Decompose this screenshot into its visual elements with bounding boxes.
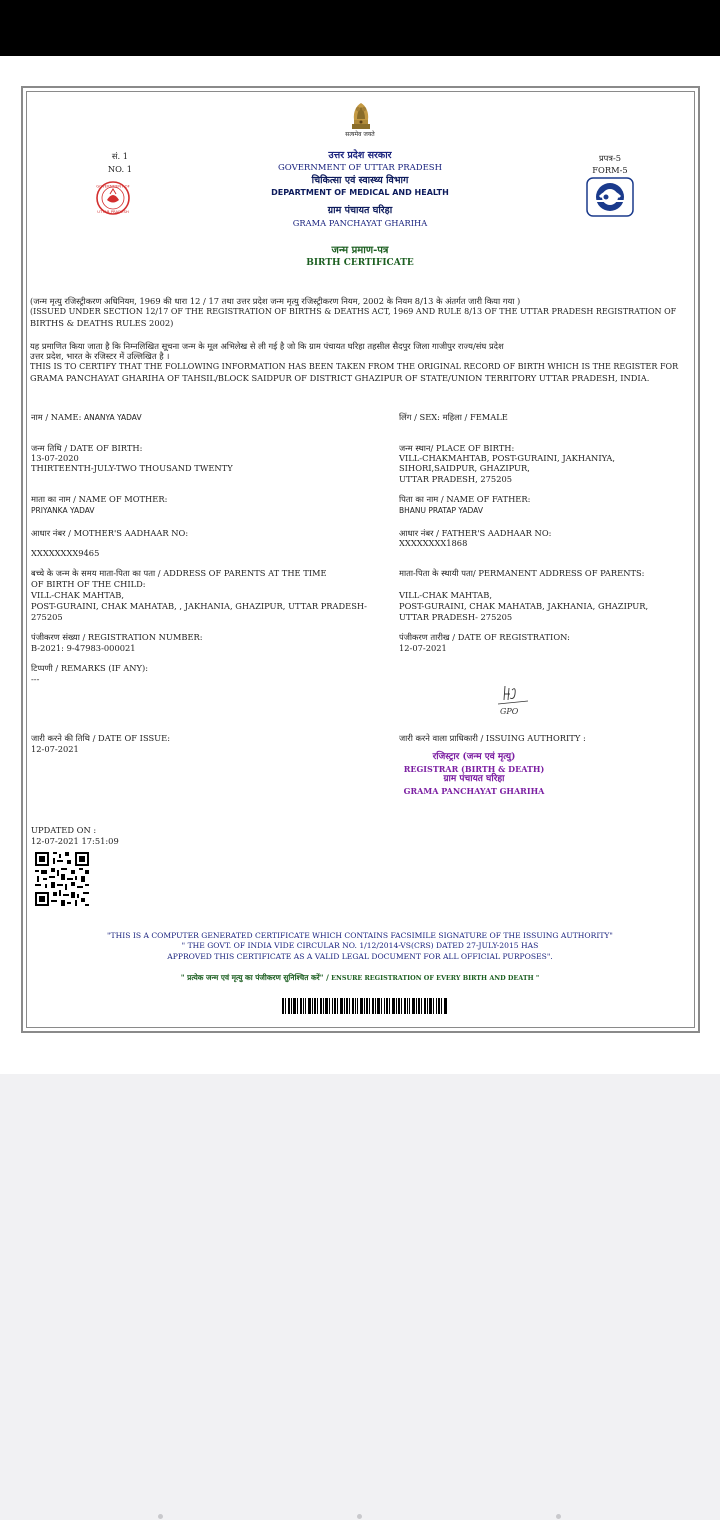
government-en: GOVERNMENT OF UTTAR PRADESH [277, 163, 443, 173]
nav-dot-1[interactable] [158, 1514, 163, 1519]
permanent-address-3: UTTAR PRADESH- 275205 [399, 612, 513, 622]
registration-date-label: पंजीकरण तारीख / DATE OF REGISTRATION: [399, 632, 570, 642]
signature-text: GPO [500, 707, 519, 716]
registrar-hi: रजिस्ट्रार (जन्म एवं मृत्यु) [432, 752, 516, 762]
issue-date-label: जारी करने की तिथि / DATE OF ISSUE: [31, 733, 171, 743]
place-of-birth-label: जन्म स्थान/ PLACE OF BIRTH: [399, 443, 515, 453]
address-at-birth-2: POST-GURAINI, CHAK MAHATAB, , JAKHANIA, GHAZIPUR, UTTAR PRADESH- [31, 601, 367, 611]
place-of-birth-3: UTTAR PRADESH, 275205 [399, 474, 513, 484]
child-name: ANANYA YADAV [84, 413, 142, 422]
emblem-caption: सत्यमेव जयते [345, 131, 375, 138]
title-hi: जन्म प्रमाण-पत्र [331, 245, 389, 256]
panchayat-en: GRAMA PANCHAYAT GHARIHA [292, 218, 428, 228]
certificate-no-hi: सं. 1 [111, 151, 129, 161]
sex-row [399, 412, 508, 422]
slogan-hi: " प्रत्येक जन्म एवं मृत्यु का पंजीकरण सुनिश्चित करें" / [180, 973, 329, 982]
form-no-hi: प्रपत्र-5 [598, 153, 622, 163]
updated-on-label: UPDATED ON : [31, 825, 97, 835]
father-aadhaar: XXXXXXXX1868 [399, 538, 468, 548]
name-label: नाम / NAME: [31, 412, 82, 422]
mother-name: PRIYANKA YADAV [31, 506, 95, 515]
certificate-no: NO. 1 [107, 164, 133, 174]
mother-aadhaar: XXXXXXXX9465 [31, 548, 100, 558]
father-name-label: पिता का नाम / NAME OF FATHER: [399, 494, 531, 504]
remarks-value: --- [31, 674, 40, 684]
seal-text-bottom: UTTAR PRADESH [97, 209, 129, 214]
registration-number-label: पंजीकरण संख्या / REGISTRATION NUMBER: [31, 632, 203, 642]
barcode-icon [282, 998, 447, 1014]
address-at-birth-label-1: बच्चे के जन्म के समय माता-पिता का पता / ADDRESS OF PARENTS AT THE TIME [31, 568, 327, 578]
certificate-border [21, 86, 700, 1033]
place-of-birth-2: SIHORI,SAIDPUR, GHAZIPUR, [399, 463, 530, 473]
address-at-birth-label-2: OF BIRTH OF THE CHILD: [31, 579, 146, 589]
sex-label: लिंग / SEX: [399, 412, 440, 422]
issued-under-en-2: BIRTHS & DEATHS RULES 2002) [30, 318, 174, 328]
footer-slogan [60, 973, 660, 983]
crs-logo-icon [586, 177, 634, 217]
uttar-pradesh-seal-icon [88, 180, 138, 216]
national-emblem-icon [348, 100, 374, 130]
father-aadhaar-label: आधार नंबर / FATHER'S AADHAAR NO: [399, 528, 552, 538]
issue-date: 12-07-2021 [31, 744, 79, 754]
dob-value: 13-07-2020 [31, 453, 79, 463]
issued-under-en-1: (ISSUED UNDER SECTION 12/17 OF THE REGISTRATION OF BIRTHS & DEATHS ACT, 1969 AND RULE 8/13 OF THE UTTAR PRADESH REGISTRATION OF [30, 307, 677, 316]
nav-dot-3[interactable] [556, 1514, 561, 1519]
remarks-label: टिप्पणी / REMARKS (IF ANY): [31, 663, 149, 673]
certify-hi-2: उत्तर प्रदेश, भारत के रजिस्टर में उल्लिखित है । [30, 351, 170, 361]
footer-note-2: " THE GOVT. OF INDIA VIDE CIRCULAR NO. 1/12/2014-VS(CRS) DATED 27-JULY-2015 HAS [181, 941, 539, 950]
address-at-birth-3: 275205 [31, 612, 63, 622]
department-en: DEPARTMENT OF MEDICAL AND HEALTH [271, 188, 449, 197]
dob-words: THIRTEENTH-JULY-TWO THOUSAND TWENTY [31, 463, 233, 473]
seal-text-top: GOVERNMENT OF [96, 183, 130, 189]
permanent-address-label: माता-पिता के स्थायी पता/ PERMANENT ADDRESS OF PARENTS: [399, 568, 645, 578]
certify-hi-1: यह प्रमाणित किया जाता है कि निम्नलिखित सूचना जन्म के मूल अभिलेख से ली गई है जो कि ग्राम पंचायत घरिहा तहसील सैदपुर जिला गाजीपुर राज्य/संघ प्रदेश [30, 341, 504, 351]
registration-number: B-2021: 9-47983-000021 [31, 643, 136, 653]
form-no: FORM-5 [592, 165, 628, 175]
permanent-address-1: VILL-CHAK MAHTAB, [399, 590, 493, 600]
permanent-address-2: POST-GURAINI, CHAK MAHATAB, JAKHANIA, GHAZIPUR, [399, 601, 649, 611]
nav-dot-2[interactable] [357, 1514, 362, 1519]
department-hi: चिकित्सा एवं स्वास्थ्य विभाग [311, 175, 409, 186]
mother-aadhaar-label: आधार नंबर / MOTHER'S AADHAAR NO: [31, 528, 189, 538]
certify-en-1: THIS IS TO CERTIFY THAT THE FOLLOWING INFORMATION HAS BEEN TAKEN FROM THE ORIGINAL RECORD OF BIRTH WHICH IS THE REGISTER FOR [30, 362, 679, 371]
footer-note-3: APPROVED THIS CERTIFICATE AS A VALID LEGAL DOCUMENT FOR ALL OFFICIAL PURPOSES". [167, 952, 553, 961]
address-at-birth-1: VILL-CHAK MAHTAB, [31, 590, 125, 600]
footer-note-1: "THIS IS A COMPUTER GENERATED CERTIFICATE WHICH CONTAINS FACSIMILE SIGNATURE OF THE ISSUING AUTHORITY" [107, 931, 613, 940]
dob-label: जन्म तिथि / DATE OF BIRTH: [31, 443, 143, 453]
slogan-en: ENSURE REGISTRATION OF EVERY BIRTH AND DEATH " [331, 974, 540, 982]
registration-date: 12-07-2021 [399, 643, 447, 653]
issuing-authority-label: जारी करने वाला प्राधिकारी / ISSUING AUTHORITY : [399, 733, 586, 743]
registrar-en: REGISTRAR (BIRTH & DEATH) [403, 764, 545, 774]
registrar-panchayat-en: GRAMA PANCHAYAT GHARIHA [403, 786, 545, 796]
panchayat-hi: ग्राम पंचायत घरिहा [327, 205, 393, 216]
father-name: BHANU PRATAP YADAV [399, 506, 483, 515]
registrar-panchayat-hi: ग्राम पंचायत घरिहा [443, 774, 505, 784]
qr-code-icon[interactable] [35, 852, 89, 906]
title-en: BIRTH CERTIFICATE [306, 258, 414, 268]
signature-icon [496, 680, 530, 720]
sex-value: महिला / FEMALE [442, 412, 508, 422]
issued-under-hi: (जन्म मृत्यु रजिस्ट्रीकरण अधिनियम, 1969 की धारा 12 / 17 तथा उत्तर प्रदेश जन्म मृत्यु रजिस्ट्रीकरण नियम, 2002 के नियम 8/13 के अंतर्गत जारी किया गया ) [30, 296, 521, 306]
certify-en-2: GRAMA PANCHAYAT GHARIHA OF TAHSIL/BLOCK SAIDPUR OF DISTRICT GHAZIPUR OF STATE/UNION TERRITORY UTTAR PRADESH, INDIA. [30, 373, 650, 383]
status-bar [0, 0, 720, 56]
place-of-birth-1: VILL-CHAKMAHTAB, POST-GURAINI, JAKHANIYA, [399, 453, 616, 463]
mother-name-label: माता का नाम / NAME OF MOTHER: [31, 494, 168, 504]
updated-on: 12-07-2021 17:51:09 [31, 836, 119, 846]
government-hi: उत्तर प्रदेश सरकार [328, 150, 392, 161]
name-row [31, 412, 142, 423]
